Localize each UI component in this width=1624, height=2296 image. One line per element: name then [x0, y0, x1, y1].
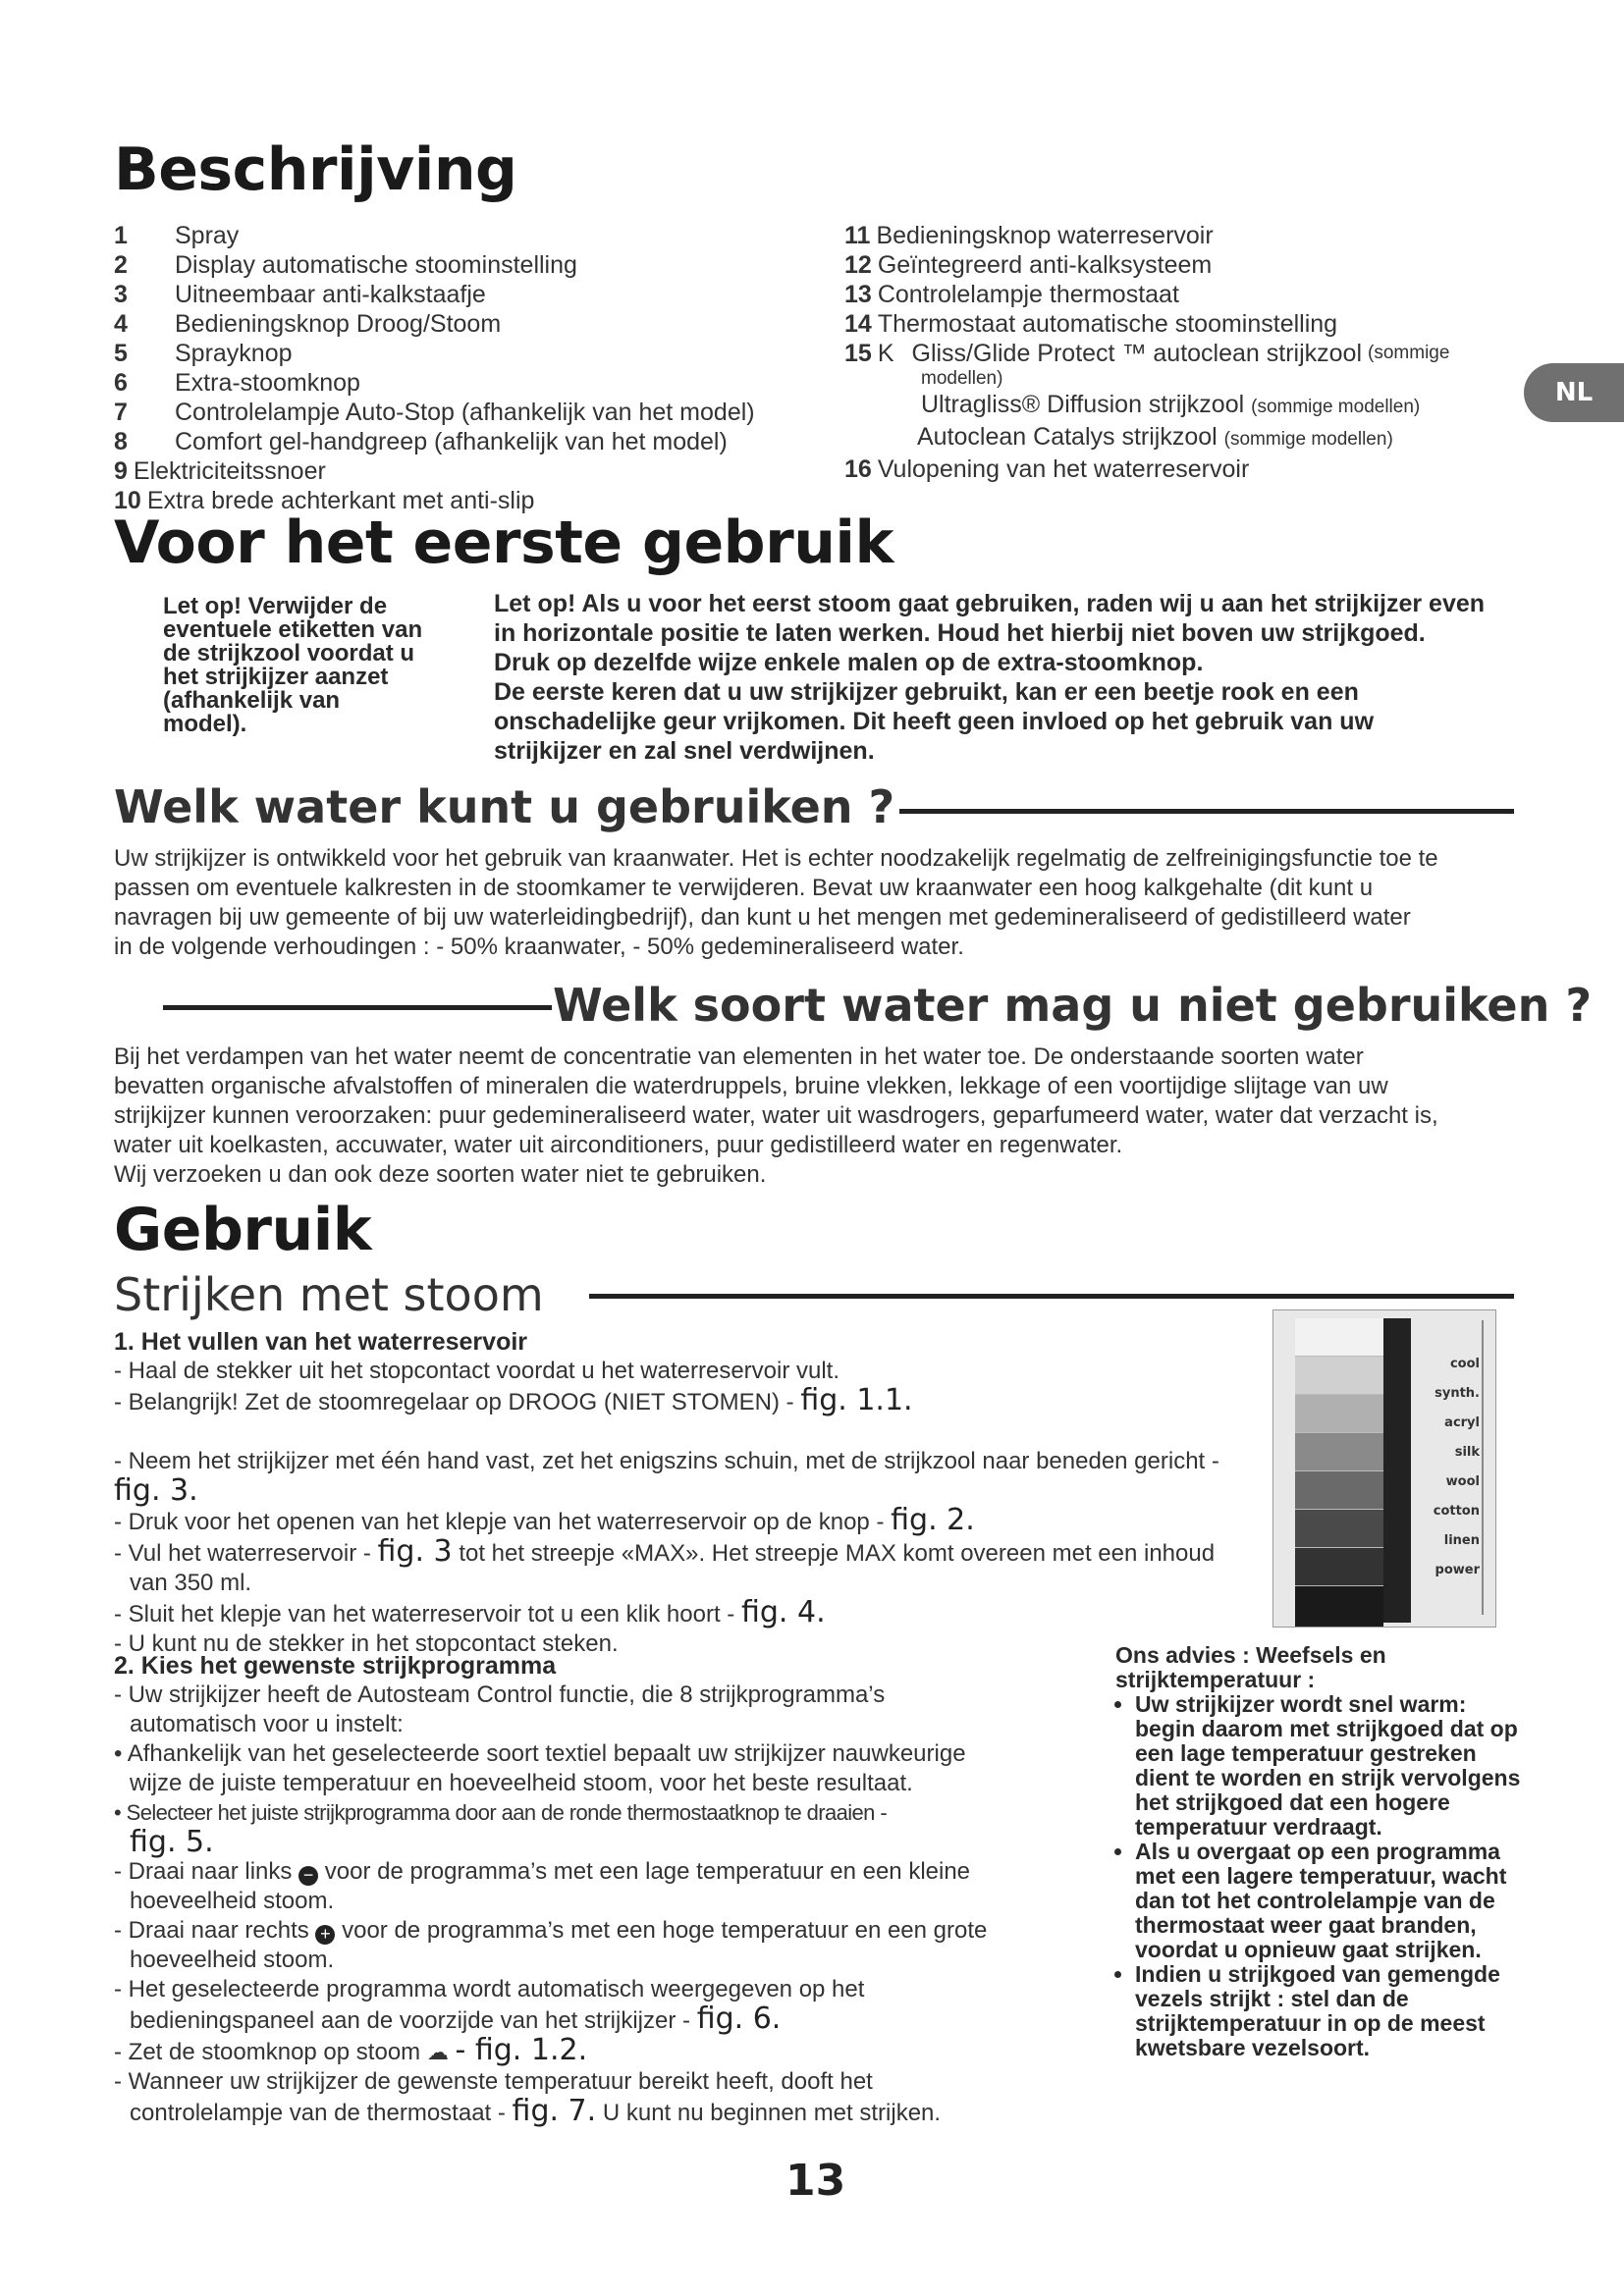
s2-line14: controlelampje van de thermostaat - fig. 7. U kunt nu beginnen met strijken.	[130, 2094, 942, 2128]
note-line: de strijkzool voordat u	[163, 640, 415, 667]
first-use-line: strijkijzer en zal snel verdwijnen.	[494, 737, 875, 765]
note-line: Let op! Verwijder de	[163, 593, 388, 619]
description-item: 6 Extra-stoomknop	[114, 369, 360, 397]
first-use-line: in horizontale positie te laten werken. Houd het hierbij niet boven uw strijkgoed.	[494, 619, 1426, 647]
section-title-description: Beschrijving	[114, 135, 517, 204]
thermostat-label: acryl	[1444, 1415, 1480, 1430]
description-item: 12 Geïntegreerd anti-kalksysteem	[844, 251, 1213, 279]
paragraph-line: passen om eventuele kalkresten in de stoomkamer te verwijderen. Bevat uw kraanwater een hoog kalkgehalte (dit kunt u	[114, 875, 1374, 901]
thermostat-label: power	[1435, 1563, 1480, 1577]
note-line: (afhankelijk van	[163, 687, 341, 714]
s2-line8: - Draai naar rechts + voor de programma’s met een hoge temperatuur en een grote	[114, 1917, 988, 1944]
language-tab: NL	[1524, 363, 1624, 422]
description-list-left	[114, 221, 860, 515]
subsection-title-steam: Strijken met stoom	[114, 1268, 544, 1321]
description-item-15-line2: Ultragliss® Diffusion strijkzool (sommige modellen)	[921, 391, 1421, 418]
paragraph-line: water uit koelkasten, accuwater, water uit airconditioners, puur gedistilleerd water en regenwater.	[114, 1132, 1123, 1158]
steam-icon: ☁	[426, 2040, 449, 2064]
s1-line7: - Sluit het klepje van het waterreservoir tot u een klik hoort - fig. 4.	[114, 1595, 826, 1629]
thermostat-label: cotton	[1433, 1504, 1480, 1519]
thermostat-label: synth.	[1435, 1386, 1480, 1401]
section-title-usage: Gebruik	[114, 1196, 372, 1264]
description-item: 5 Sprayknop	[114, 340, 293, 367]
paragraph-line: Uw strijkijzer is ontwikkeld voor het gebruik van kraanwater. Het is echter noodzakelijk regelmatig de zelfreinigingsfunctie toe te	[114, 845, 1438, 872]
plus-circle-icon: +	[315, 1925, 335, 1945]
usage-step1: 1. Het vullen van het waterreservoir - Haal de stekker uit het stopcontact voordat u het waterreservoir vult. - Belangrijk! Zet de stoomregelaar op DROOG (NIET STOMEN) - fig. 1.1. - Neem het strijkijzer met één hand vast, zet het enigszins schuin, met de strijkzool naar beneden gericht - fig. 3. - Druk voor het openen van het klepje van het waterreservoir op de knop - fig. 2. - Vul het waterreservoir - fig. 3 tot het streepje «MAX». Het streepje MAX komt overeen met een inhoud van 350 ml. - Sluit het klepje van het waterreservoir tot u een klik hoort - fig. 4. - U kunt nu de stekker in het stopcontact steken.	[114, 1327, 1390, 1659]
paragraph-line: strijkijzer kunnen veroorzaken: puur gedemineraliseerd water, water uit wasdrogers, geparfumeerd water, water dat verzacht is,	[114, 1102, 1438, 1129]
description-list-right: 11 Bedieningsknop waterreservoir 12 Geïntegreerd anti-kalksysteem 13 Controlelampje thermostaat 14 Thermostaat automatische stoominstelling 15 K Gliss/Glide Protect ™ autoclean strijkzool (sommige modellen) Ultragliss® Diffusion strijkzool (sommige modellen) Autoclean Catalys strijkzool (sommige modellen) 16 Vulopening van het waterreservoir	[844, 221, 1532, 484]
thermostat-label: cool	[1449, 1357, 1480, 1371]
s1-line5: - Vul het waterreservoir - fig. 3 tot het streepje «MAX». Het streepje MAX komt overeen met een inhoud	[114, 1534, 1216, 1569]
heading-rule	[589, 1294, 1514, 1299]
s2-line6: - Draai naar links − voor de programma’s met een lage temperatuur en een kleine	[114, 1858, 971, 1885]
advice-box: Ons advies : Weefsels en strijktemperatuur : • Uw strijkijzer wordt snel warm: begin daarom met strijkgoed dat op een lage temperatuur gestreken dient te worden en strijk vervolgens het strijkgoed dat een hogere temperatuur verdraagt. • Als u overgaat op een programma met een lagere temperatuur, wacht dan tot het controlelampje van de thermostaat weer gaat branden, voordat u opnieuw gaat strijken. • Indien u strijkgoed van gemengde vezels strijkt : stel dan de strijktemperatuur in op de meest kwetsbare vezelsoort.	[1115, 1643, 1528, 2060]
advice-list	[1115, 1692, 1528, 2060]
section-title-which-not: Welk soort water mag u niet gebruiken ?	[553, 979, 1593, 1032]
paragraph-line: in de volgende verhoudingen : - 50% kraanwater, - 50% gedemineraliseerd water.	[114, 934, 964, 960]
first-use-note	[163, 595, 458, 736]
first-use-line: onschadelijke geur vrijkomen. Dit heeft geen invloed op het gebruik van uw	[494, 708, 1375, 735]
advice-item: • Indien u strijkgoed van gemengde vezels strijkt : stel dan de strijktemperatuur in op de meest kwetsbare vezelsoort.	[1135, 1962, 1528, 2060]
advice-item: • Als u overgaat op een programma met een lagere temperatuur, wacht dan tot het controlelampje van de thermostaat weer gaat branden, voordat u opnieuw gaat strijken.	[1135, 1840, 1528, 1962]
description-item: 7 Controlelampje Auto-Stop (afhankelijk van het model)	[114, 399, 755, 426]
thermostat-label: silk	[1454, 1445, 1480, 1460]
heading-rule	[163, 1005, 552, 1010]
first-use-line: De eerste keren dat u uw strijkijzer gebruikt, kan er een beetje rook en een	[494, 678, 1359, 706]
s1-line2: - Belangrijk! Zet de stoomregelaar op DROOG (NIET STOMEN) - fig. 1.1.	[114, 1383, 913, 1417]
description-item: 14 Thermostaat automatische stoominstelling	[844, 310, 1338, 338]
description-item: 9 Elektriciteitssnoer	[114, 457, 326, 485]
description-item-15-line3: Autoclean Catalys strijkzool (sommige modellen)	[917, 423, 1393, 451]
s1-line4: - Druk voor het openen van het klepje van het waterreservoir op de knop - fig. 2.	[114, 1503, 975, 1537]
paragraph-line: bevatten organische afvalstoffen of mineralen die waterdruppels, bruine vlekken, lekkage of een voortijdige slijtage van uw	[114, 1073, 1388, 1099]
note-line: model).	[163, 711, 247, 737]
advice-item: • Uw strijkijzer wordt snel warm: begin daarom met strijkgoed dat op een lage temperatuur gestreken dient te worden en strijk vervolgens het strijkgoed dat een hogere temperatuur verdraagt.	[1135, 1692, 1528, 1840]
description-item: 8 Comfort gel-handgreep (afhankelijk van het model)	[114, 428, 728, 455]
heading-rule	[899, 809, 1514, 814]
paragraph-line: Wij verzoeken u dan ook deze soorten water niet te gebruiken.	[114, 1161, 767, 1188]
description-item: 3 Uitneembaar anti-kalkstaafje	[114, 281, 486, 308]
thermostat-panel-illustration	[1272, 1309, 1496, 1628]
thermostat-color-bands	[1295, 1318, 1383, 1623]
section-title-which-water: Welk water kunt u gebruiken ?	[114, 780, 895, 833]
description-item: 1 Spray	[114, 222, 240, 249]
description-item: 11 Bedieningsknop waterreservoir	[844, 222, 1214, 249]
s2-line11: bedieningspaneel aan de voorzijde van het strijkijzer - fig. 6.	[130, 2002, 782, 2036]
description-item: 13 Controlelampje thermostaat	[844, 281, 1179, 308]
note-line: eventuele etiketten van	[163, 616, 423, 643]
thermostat-scale	[1482, 1320, 1489, 1615]
thermostat-labels	[1415, 1350, 1480, 1585]
description-item: 2 Display automatische stoominstelling	[114, 251, 577, 279]
thermostat-label: linen	[1443, 1533, 1480, 1548]
thermostat-dot-icons	[1383, 1318, 1411, 1623]
paragraph-line: navragen bij uw gemeente of bij uw waterleidingbedrijf), dan kunt u het mengen met gedemineraliseerd of gedistilleerd water	[114, 904, 1411, 931]
s2-line12: - Zet de stoomknop op stoom ☁ - fig. 1.2.	[114, 2033, 588, 2067]
step2-title: 2. Kies het gewenste strijkprogramma	[114, 1652, 557, 1680]
description-item: 10 Extra brede achterkant met anti-slip	[114, 487, 535, 514]
description-item: 4 Bedieningsknop Droog/Stoom	[114, 310, 502, 338]
which-not-text	[114, 1042, 1547, 1190]
section-title-first-use: Voor het eerste gebruik	[114, 508, 893, 577]
page-number: 13	[785, 2156, 846, 2206]
step1-title: 1. Het vullen van het waterreservoir	[114, 1328, 528, 1356]
which-water-text	[114, 844, 1528, 962]
note-line: het strijkijzer aanzet	[163, 664, 389, 690]
thermostat-label: wool	[1445, 1474, 1480, 1489]
minus-circle-icon: −	[298, 1866, 318, 1886]
description-item-15: 15 K Gliss/Glide Protect ™ autoclean strijkzool (sommige	[844, 340, 1450, 367]
description-item-16: 16 Vulopening van het waterreservoir	[844, 455, 1250, 483]
usage-step2: 2. Kies het gewenste strijkprogramma - Uw strijkijzer heeft de Autosteam Control functie, die 8 strijkprogramma’s automatisch voor u instelt: • Afhankelijk van het geselecteerde soort textiel bepaalt uw strijkijzer nauwkeurige wijze de juiste temperatuur en hoeveelheid stoom, voor het beste resultaat. • Selecteer het juiste strijkprogramma door aan de ronde thermostaatknop te draaien - fig. 5. - Draai naar links − voor de programma’s met een lage temperatuur en een kleine hoeveelheid stoom. - Draai naar rechts + voor de programma’s met een hoge temperatuur en een grote hoeveelheid stoom. - Het geselecteerde programma wordt automatisch weergegeven op het bedieningspaneel aan de voorzijde van het strijkijzer - fig. 6. - Zet de stoomknop op stoom ☁ - fig. 1.2. - Wanneer uw strijkijzer de gewenste temperatuur bereikt heeft, dooft het controlelampje van de thermostaat - fig. 7. U kunt nu beginnen met strijken.	[114, 1651, 1096, 2128]
paragraph-line: Bij het verdampen van het water neemt de concentratie van elementen in het water toe. De onderstaande soorten water	[114, 1043, 1364, 1070]
first-use-main	[494, 589, 1520, 766]
first-use-line: Let op! Als u voor het eerst stoom gaat gebruiken, raden wij u aan het strijkijzer even	[494, 590, 1486, 617]
first-use-line: Druk op dezelfde wijze enkele malen op de extra-stoomknop.	[494, 649, 1204, 676]
